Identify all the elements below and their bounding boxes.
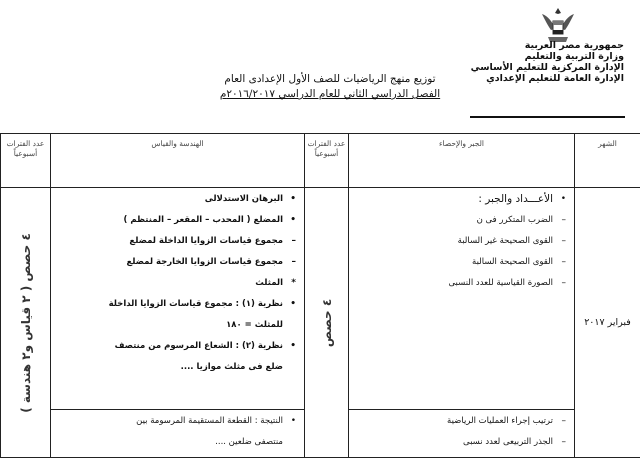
list-item xyxy=(55,319,296,332)
header-geometry: الهندسة والقياس xyxy=(51,134,305,188)
table-header-row xyxy=(1,134,640,188)
list-item xyxy=(353,235,566,248)
header-periods-2: عدد الفترات أسبوعياً xyxy=(1,134,51,188)
list-item-text: للمثلث = ١٨٠ xyxy=(226,320,283,330)
list-item xyxy=(353,436,566,449)
list-item-text: الجذر التربيعى لعدد نسبى xyxy=(463,437,553,447)
list-item-text: ضلع فى مثلث موازيا .... xyxy=(180,362,283,372)
header-periods: عدد الفترات أسبوعياً xyxy=(305,134,349,188)
periods-vertical-text: ٤ حصص xyxy=(319,298,334,347)
bullet-marker: • xyxy=(290,416,296,426)
list-item xyxy=(55,361,296,374)
bullet-marker: * xyxy=(291,278,296,288)
title-line-1: توزيع منهج الرياضيات للصف الأول الإعدادى العام xyxy=(224,73,436,85)
list-item xyxy=(55,193,296,206)
bullet-marker: • xyxy=(290,299,296,309)
geometry-cell xyxy=(51,188,305,410)
bullet-marker: • xyxy=(290,215,296,225)
list-item-text: مجموع قياسات الزوايا الخارجة لمضلع xyxy=(126,257,283,267)
list-item xyxy=(55,436,296,449)
list-item-text: المضلع ( المحدب – المقعر – المنتظم ) xyxy=(123,215,283,225)
table-row xyxy=(1,188,640,410)
algebra-cell-2 xyxy=(349,410,575,458)
list-item xyxy=(353,193,566,206)
org-line: الإدارة العامة للتعليم الإعدادي xyxy=(486,73,624,84)
curriculum-table xyxy=(0,133,640,458)
bullet-marker: – xyxy=(561,215,566,225)
bullet-marker: – xyxy=(561,236,566,246)
org-line: وزارة التربية والتعليم xyxy=(524,51,624,62)
list-item xyxy=(55,256,296,269)
list-item-text: مجموع قياسات الزوايا الداخلة لمضلع xyxy=(129,236,283,246)
list-item-text: الصورة القياسية للعدد النسبى xyxy=(448,278,553,288)
list-item-text: المثلث xyxy=(255,278,283,288)
list-item-text: نظرية (٢) : الشعاع المرسوم من منتصف xyxy=(114,341,283,351)
geometry-list xyxy=(51,193,304,374)
algebra-cell xyxy=(349,188,575,410)
list-item xyxy=(55,277,296,290)
title-line-2: الفصل الدراسي الثاني للعام الدراسي ٢٠١٦/٢٠١٧م xyxy=(219,88,441,100)
list-item xyxy=(353,214,566,227)
list-item xyxy=(353,415,566,428)
periods-vertical-text-2: ٤ حصص ( ٢ قياس و٢ هندسة ) xyxy=(18,232,33,413)
bullet-marker: – xyxy=(561,437,566,447)
bullet-marker: • xyxy=(290,341,296,351)
list-item xyxy=(55,235,296,248)
geometry-cell-2 xyxy=(51,410,305,458)
header-algebra: الجبر والإحصاء xyxy=(349,134,575,188)
list-item-text: القوى الصحيحة غير السالبة xyxy=(457,236,553,246)
header-month: الشهر xyxy=(575,134,640,188)
bullet-marker: – xyxy=(561,257,566,267)
list-item xyxy=(55,415,296,428)
algebra-list-2 xyxy=(349,415,574,449)
list-item-text: النتيجة : القطعة المستقيمة المرسومة بين xyxy=(136,416,283,426)
bullet-marker: – xyxy=(561,416,566,426)
bullet-marker: – xyxy=(561,278,566,288)
algebra-list xyxy=(349,193,574,290)
org-underline xyxy=(470,116,625,118)
geometry-list-2 xyxy=(51,415,304,449)
list-item-text: الأعـــداد والجبر : xyxy=(478,193,553,205)
list-item-text: القوى الصحيحة السالبة xyxy=(472,257,553,267)
periods-cell xyxy=(305,188,349,458)
org-block xyxy=(454,40,624,84)
list-item xyxy=(353,277,566,290)
list-item-text: البرهان الاستدلالى xyxy=(204,194,283,204)
month-cell xyxy=(575,188,640,458)
bullet-marker: – xyxy=(291,236,296,246)
bullet-marker: – xyxy=(291,257,296,267)
list-item xyxy=(353,256,566,269)
bullet-marker: • xyxy=(290,194,296,204)
list-item-text: نظرية (١) : مجموع قياسات الزوايا الداخلة xyxy=(108,299,283,309)
list-item-text: الضرب المتكرر فى ن xyxy=(476,215,553,225)
list-item xyxy=(55,340,296,353)
list-item-text: منتصفى ضلعين .... xyxy=(215,437,283,447)
document-title xyxy=(190,72,470,102)
periods-cell-2 xyxy=(1,188,51,458)
list-item xyxy=(55,298,296,311)
list-item xyxy=(55,214,296,227)
org-line: الإدارة المركزية للتعليم الأساسي xyxy=(470,62,624,73)
list-item-text: ترتيب إجراء العمليات الرياضية xyxy=(447,416,553,426)
org-line: جمهورية مصر العربية xyxy=(524,40,624,51)
month-label: فبراير ٢٠١٧ xyxy=(584,316,631,328)
bullet-marker: • xyxy=(560,194,566,204)
